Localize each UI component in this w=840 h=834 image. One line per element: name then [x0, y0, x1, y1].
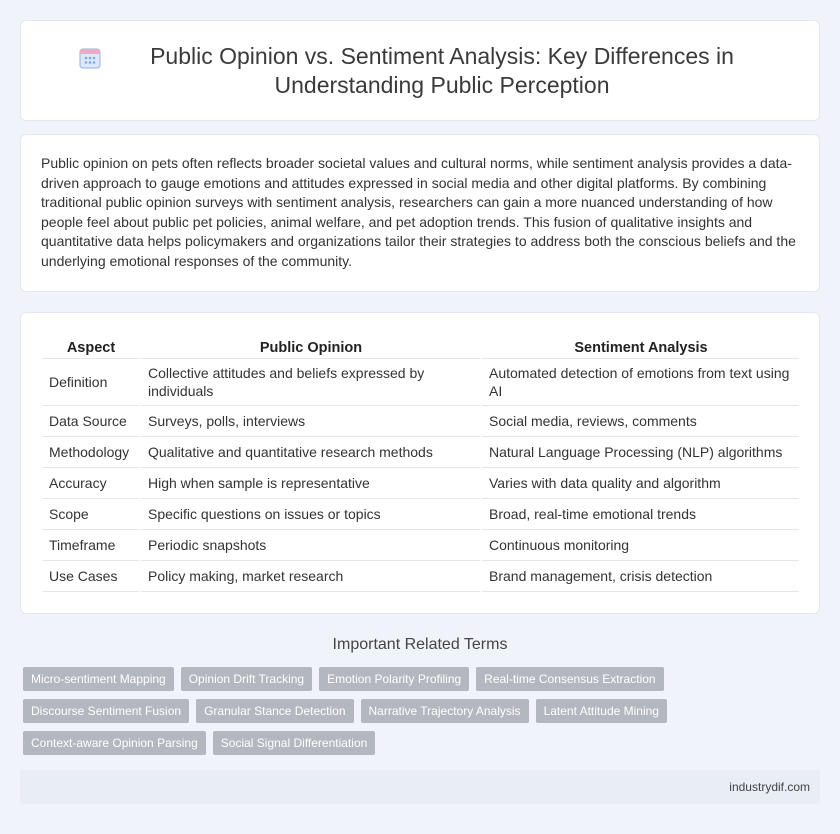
table-cell-sentiment-analysis: Broad, real-time emotional trends — [480, 499, 799, 530]
table-cell-aspect: Accuracy — [43, 468, 139, 499]
table-cell-aspect: Data Source — [43, 406, 139, 437]
related-term-tag[interactable]: Latent Attitude Mining — [536, 699, 667, 723]
table-cell-public-opinion: Qualitative and quantitative research methods — [139, 437, 480, 468]
related-terms-title: Important Related Terms — [332, 636, 508, 653]
table-cell-sentiment-analysis: Continuous monitoring — [480, 530, 799, 561]
related-term-tag[interactable]: Micro-sentiment Mapping — [23, 667, 174, 691]
column-header-public-opinion: Public Opinion — [139, 335, 480, 359]
table-cell-public-opinion: Periodic snapshots — [139, 530, 480, 561]
related-term-tag[interactable]: Narrative Trajectory Analysis — [361, 699, 529, 723]
table-cell-aspect: Timeframe — [43, 530, 139, 561]
header-card — [20, 20, 820, 121]
table-cell-aspect: Scope — [43, 499, 139, 530]
table-header-row — [43, 335, 799, 359]
table-cell-sentiment-analysis: Natural Language Processing (NLP) algorithms — [480, 437, 799, 468]
related-term-tag[interactable]: Context-aware Opinion Parsing — [23, 731, 206, 755]
table-cell-public-opinion: Policy making, market research — [139, 561, 480, 592]
calendar-icon — [78, 46, 102, 70]
table-cell-sentiment-analysis: Varies with data quality and algorithm — [480, 468, 799, 499]
footer — [20, 770, 820, 804]
page-title: Public Opinion vs. Sentiment Analysis: Key Differences in Understanding Public Perception — [150, 42, 734, 98]
table-cell-sentiment-analysis: Brand management, crisis detection — [480, 561, 799, 592]
table-cell-aspect: Methodology — [43, 437, 139, 468]
table-row — [43, 437, 799, 468]
table-cell-sentiment-analysis: Social media, reviews, comments — [480, 406, 799, 437]
table-row — [43, 499, 799, 530]
tag-row — [23, 731, 823, 755]
table-row — [43, 468, 799, 499]
intro-text: Public opinion on pets often reflects broader societal values and cultural norms, while sentiment analysis provides a data-driven approach to gauge emotions and attitudes expressed in social media and other digital platforms. By combining traditional public opinion surveys with sentiment analysis, researchers can gain a more nuanced understanding of how people feel about public pet policies, animal welfare, and pet adoption trends. This fusion of qualitative insights and quantitative data helps policymakers and organizations tailor their strategies to address both the conscious beliefs and the underlying emotional responses of the community. — [41, 155, 796, 269]
related-term-tag[interactable]: Real-time Consensus Extraction — [476, 667, 663, 691]
tag-row — [23, 667, 823, 691]
footer-site-link[interactable]: industrydif.com — [729, 780, 810, 794]
intro-card — [20, 134, 820, 292]
related-term-tag[interactable]: Discourse Sentiment Fusion — [23, 699, 189, 723]
table-cell-public-opinion: Surveys, polls, interviews — [139, 406, 480, 437]
table-cell-sentiment-analysis: Automated detection of emotions from text using AI — [480, 359, 799, 406]
comparison-table-card — [20, 312, 820, 614]
related-term-tag[interactable]: Opinion Drift Tracking — [181, 667, 312, 691]
column-header-aspect: Aspect — [43, 335, 139, 359]
comparison-table — [43, 335, 799, 592]
table-cell-aspect: Definition — [43, 359, 139, 406]
table-row — [43, 406, 799, 437]
related-term-tag[interactable]: Granular Stance Detection — [196, 699, 353, 723]
table-cell-public-opinion: Specific questions on issues or topics — [139, 499, 480, 530]
column-header-sentiment-analysis: Sentiment Analysis — [480, 335, 799, 359]
tag-row — [23, 699, 823, 723]
table-cell-public-opinion: Collective attitudes and beliefs expressed by individuals — [139, 359, 480, 406]
table-cell-public-opinion: High when sample is representative — [139, 468, 480, 499]
related-term-tag[interactable]: Social Signal Differentiation — [213, 731, 376, 755]
table-row — [43, 359, 799, 406]
table-cell-aspect: Use Cases — [43, 561, 139, 592]
related-term-tag[interactable]: Emotion Polarity Profiling — [319, 667, 469, 691]
table-row — [43, 530, 799, 561]
table-row — [43, 561, 799, 592]
related-terms-tags — [23, 667, 823, 763]
